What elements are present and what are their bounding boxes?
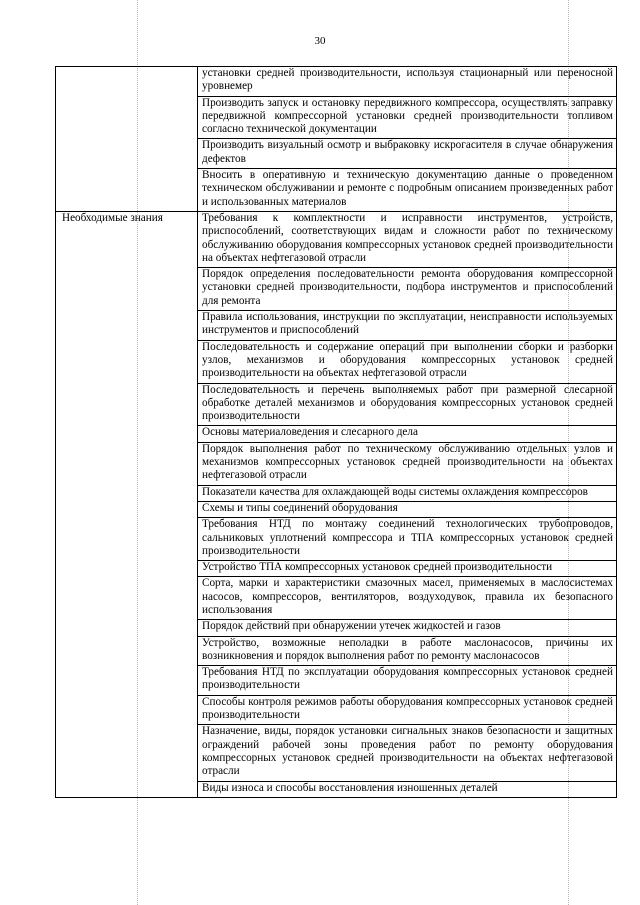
table-cell: Последовательность и перечень выполняемых работ при размерной слесарной обработке деталей механизмов и оборудования компрессорных установок средней производительности xyxy=(198,383,617,426)
table-cell: Производить визуальный осмотр и выбраковку искрогасителя в случае обнаружения дефектов xyxy=(198,139,617,169)
table-cell: Сорта, марки и характеристики смазочных масел, применяемых в маслосистемах насосов, компрессоров, вентиляторов, воздуходувок, правила их безопасного использования xyxy=(198,577,617,620)
table-cell: Виды износа и способы восстановления изношенных деталей xyxy=(198,781,617,797)
table-row xyxy=(56,67,617,97)
table-cell: Способы контроля режимов работы оборудования компрессорных установок средней производительности xyxy=(198,695,617,725)
table-row xyxy=(56,211,617,267)
table-cell: установки средней производительности, используя стационарный или переносной уровнемер xyxy=(198,67,617,97)
table-cell: Назначение, виды, порядок установки сигнальных знаков безопасности и защитных ограждений рабочей зоны проведения работ по ремонту оборудования компрессорных установок средней производительности на объектах нефтегазовой отрасли xyxy=(198,725,617,781)
page-number: 30 xyxy=(314,35,326,47)
table-cell: Порядок определения последовательности ремонта оборудования компрессорной установки средней производительности, подбора инструментов и приспособлений для ремонта xyxy=(198,268,617,311)
row-label-cell xyxy=(56,67,198,212)
table-cell: Вносить в оперативную и техническую документацию данные о проведенном техническом обслуживании и ремонте с подробным описанием произведенных работ и использованных материалов xyxy=(198,169,617,212)
table-cell: Схемы и типы соединений оборудования xyxy=(198,501,617,517)
table-cell: Требования НТД по эксплуатации оборудования компрессорных установок средней производительности xyxy=(198,666,617,696)
table-cell: Устройство, возможные неполадки в работе маслонасосов, причины их возникновения и порядок выполнения работ по ремонту маслонасосов xyxy=(198,636,617,666)
table-cell: Правила использования, инструкции по эксплуатации, неисправности используемых инструментов и приспособлений xyxy=(198,311,617,341)
table-cell: Основы материаловедения и слесарного дела xyxy=(198,426,617,442)
table-cell: Порядок действий при обнаружении утечек жидкостей и газов xyxy=(198,620,617,636)
competency-table xyxy=(55,66,617,798)
table-cell: Порядок выполнения работ по техническому обслуживанию отдельных узлов и механизмов компрессорных установок средней производительности на объектах нефтегазовой отрасли xyxy=(198,442,617,485)
table-cell: Требования НТД по монтажу соединений технологических трубопроводов, сальниковых уплотнений компрессора и ТПА компрессорных установок средней производительности xyxy=(198,518,617,561)
table-cell: Последовательность и содержание операций при выполнении сборки и разборки узлов, механизмов и оборудования компрессорных установок средней производительности на объектах нефтегазовой отрасли xyxy=(198,340,617,383)
table-cell: Показатели качества для охлаждающей воды системы охлаждения компрессоров xyxy=(198,485,617,501)
table-cell: Производить запуск и остановку передвижного компрессора, осуществлять заправку передвижной компрессорной установки средней производительности топливом согласно технической документации xyxy=(198,96,617,139)
row-label-knowledge: Необходимые знания xyxy=(56,211,198,797)
table-cell: Требования к комплектности и исправности инструментов, устройств, приспособлений, соответствующих видам и сложности работ по техническому обслуживанию оборудования компрессорных установок средней производительности на объектах нефтегазовой отрасли xyxy=(198,211,617,267)
table-cell: Устройство ТПА компрессорных установок средней производительности xyxy=(198,561,617,577)
